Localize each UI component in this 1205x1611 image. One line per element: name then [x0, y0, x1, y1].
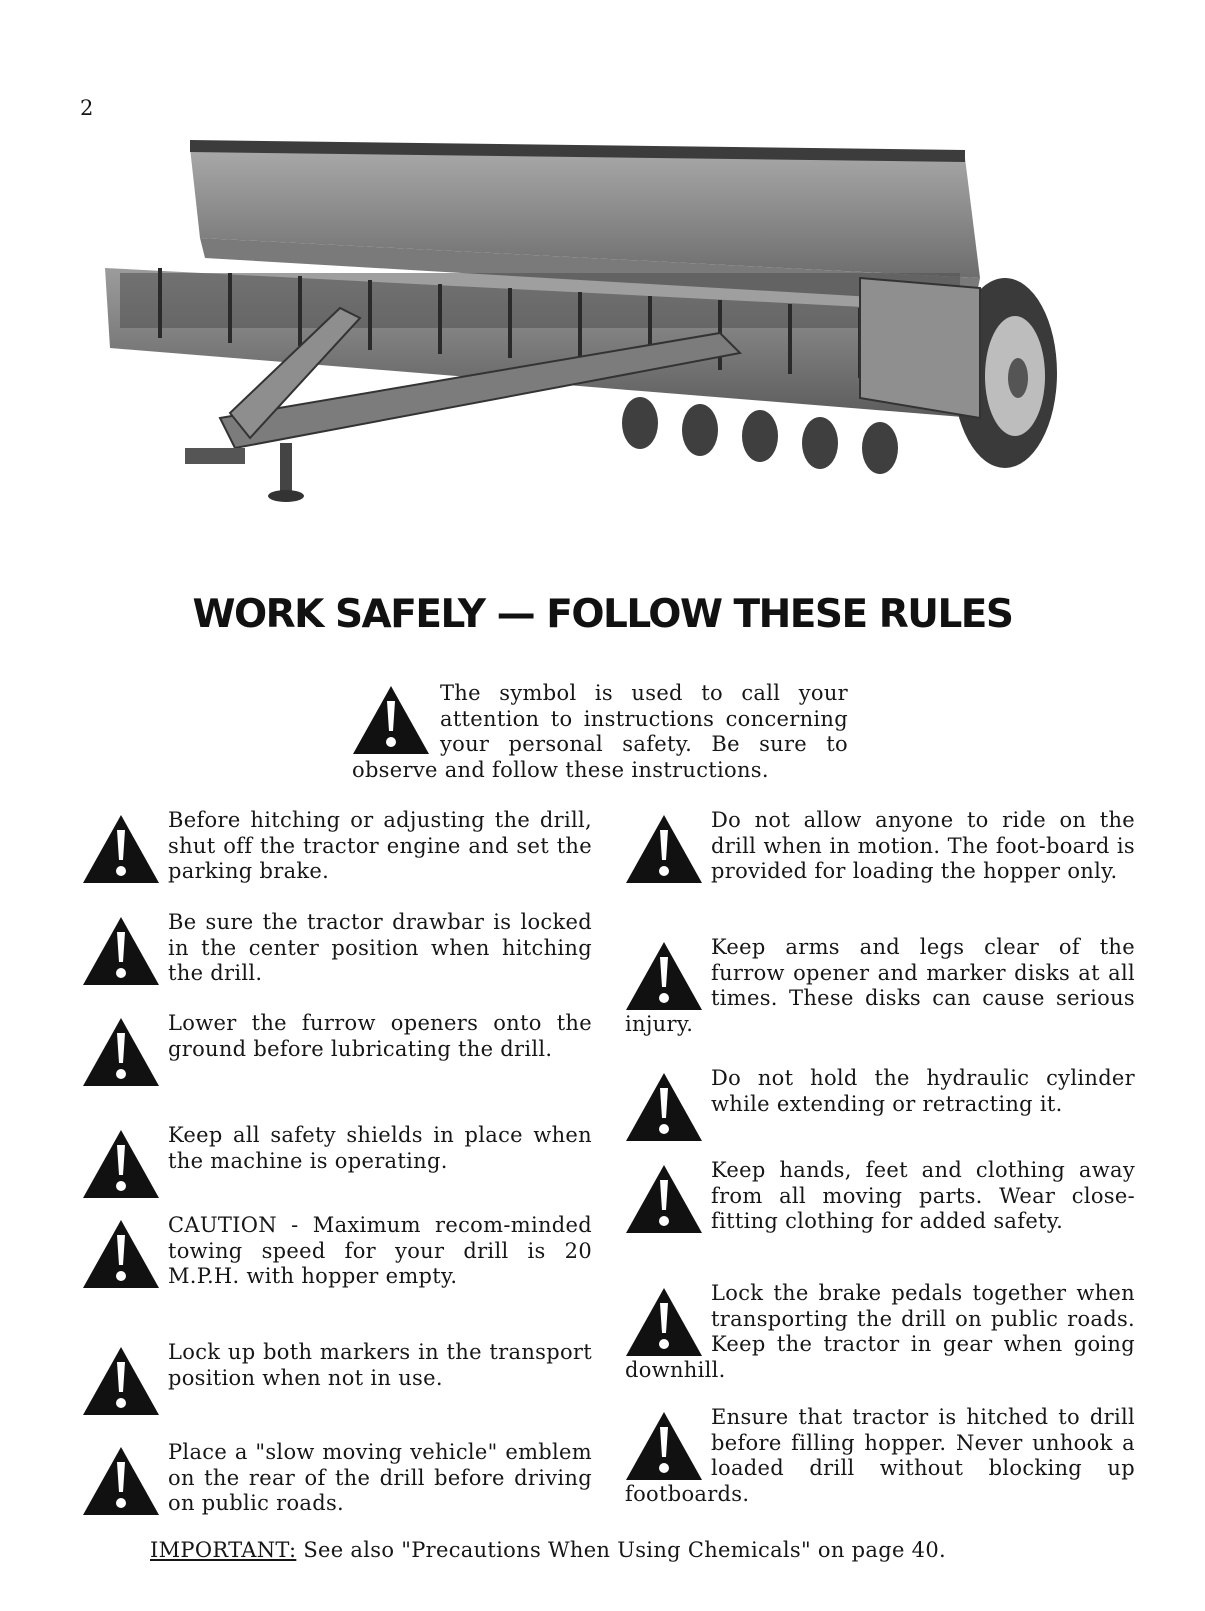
warning-triangle-icon	[82, 1129, 160, 1199]
warning-triangle-icon	[82, 1017, 160, 1087]
warning-triangle-icon	[352, 685, 430, 755]
warning-triangle-icon	[82, 814, 160, 884]
rule-text: Lower the furrow openers onto the ground before lubricating the drill.	[168, 1011, 592, 1061]
rule-text: Keep all safety shields in place when the machine is operating.	[168, 1123, 592, 1173]
warning-triangle-icon	[625, 814, 703, 884]
rule-item	[82, 808, 592, 885]
grain-drill-photo	[100, 118, 1110, 558]
warning-triangle-icon	[82, 1446, 160, 1516]
important-note	[150, 1538, 946, 1562]
rule-text: Keep hands, feet and clothing away from all moving parts. Wear close-fitting clothing for added safety.	[711, 1158, 1135, 1233]
warning-triangle-icon	[82, 1219, 160, 1289]
rule-text: Place a "slow moving vehicle" emblem on the rear of the drill before driving on public roads.	[168, 1440, 592, 1515]
rule-item	[625, 1281, 1135, 1383]
rule-item	[82, 1011, 592, 1087]
warning-triangle-icon	[625, 1287, 703, 1357]
rule-text: Keep arms and legs clear of the furrow opener and marker disks at all times. These disks can cause serious injury.	[625, 935, 1135, 1036]
rule-text: CAUTION - Maximum recom-minded towing speed for your drill is 20 M.P.H. with hopper empty.	[168, 1213, 592, 1288]
rule-text: Do not hold the hydraulic cylinder while extending or retracting it.	[711, 1066, 1135, 1116]
safety-intro	[352, 681, 848, 783]
rule-item	[625, 1066, 1135, 1142]
warning-triangle-icon	[82, 1346, 160, 1416]
page-number: 2	[80, 96, 94, 120]
rule-item	[82, 910, 592, 987]
rule-item	[625, 1158, 1135, 1235]
warning-triangle-icon	[625, 941, 703, 1011]
rule-text: Ensure that tractor is hitched to drill before filling hopper. Never unhook a loaded drill without blocking up footboards.	[625, 1405, 1135, 1506]
rule-text: Do not allow anyone to ride on the drill when in motion. The foot-board is provided for loading the hopper only.	[711, 808, 1135, 883]
warning-triangle-icon	[625, 1164, 703, 1234]
important-text: See also "Precautions When Using Chemicals" on page 40.	[303, 1538, 946, 1562]
warning-triangle-icon	[625, 1411, 703, 1481]
rule-item	[82, 1213, 592, 1290]
warning-triangle-icon	[625, 1072, 703, 1142]
rule-item	[625, 808, 1135, 885]
rule-item	[625, 935, 1135, 1037]
rule-text: Be sure the tractor drawbar is locked in the center position when hitching the drill.	[168, 910, 592, 985]
warning-triangle-icon	[82, 916, 160, 986]
rule-text: Lock the brake pedals together when transporting the drill on public roads. Keep the tractor in gear when going downhill.	[625, 1281, 1135, 1382]
rule-item	[82, 1340, 592, 1416]
rule-item	[82, 1123, 592, 1199]
page-heading: WORK SAFELY — FOLLOW THESE RULES	[192, 592, 1013, 637]
rule-text: Lock up both markers in the transport position when not in use.	[168, 1340, 592, 1390]
important-label: IMPORTANT:	[150, 1538, 297, 1562]
intro-text: The symbol is used to call your attention to instructions concerning your personal safety. Be sure to observe and follow these instructions.	[352, 681, 848, 782]
rule-item	[625, 1405, 1135, 1507]
rule-item	[82, 1440, 592, 1517]
rule-text: Before hitching or adjusting the drill, shut off the tractor engine and set the parking brake.	[168, 808, 592, 883]
